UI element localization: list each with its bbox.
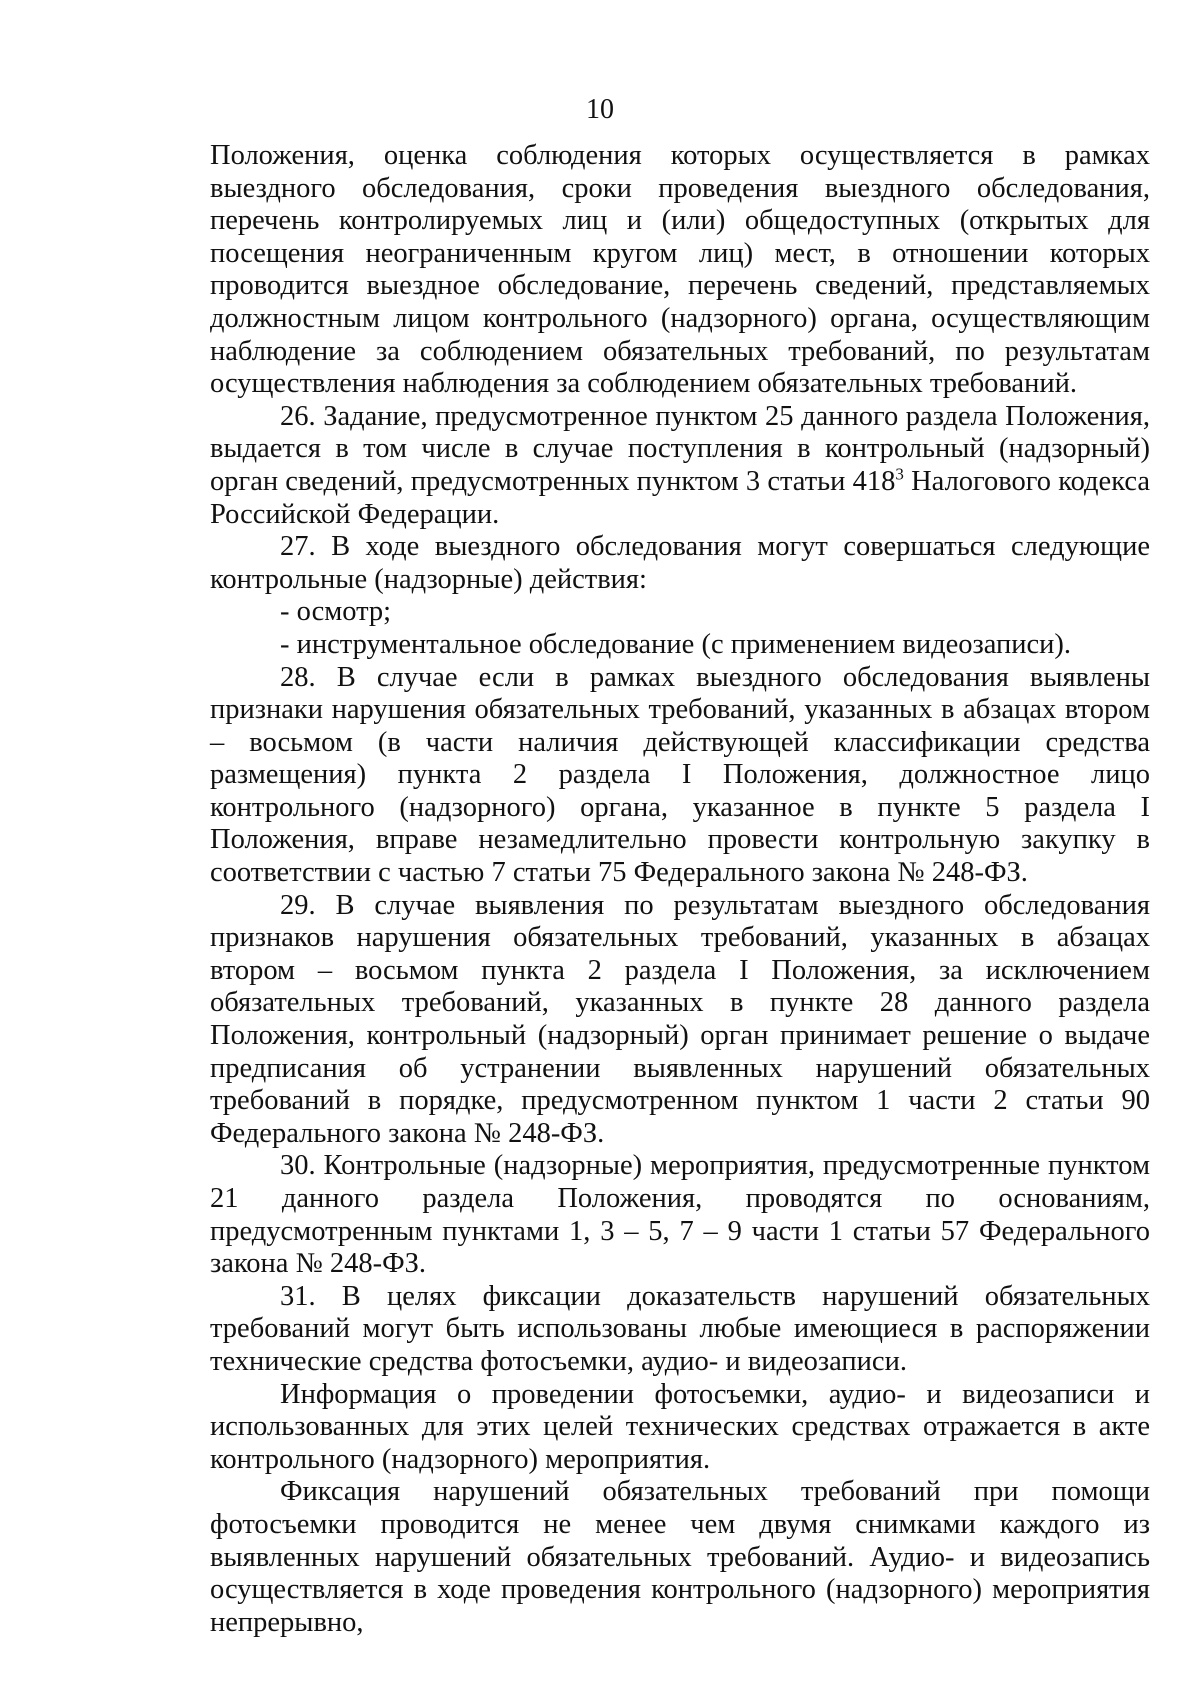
paragraph-31: 31. В целях фиксации доказательств нарушений обязательных требований могут быть использованы любые имеющиеся в распоряжении технические средства фотосъемки, аудио- и видеозаписи. xyxy=(210,1280,1150,1377)
document-body xyxy=(210,140,1150,1639)
paragraph-27: 27. В ходе выездного обследования могут совершаться следующие контрольные (надзорные) действия: xyxy=(210,531,1150,595)
paragraph-26-text-before: 26. Задание, предусмотренное пунктом 25 данного раздела Положения, выдается в том числе в случае поступления в контрольный (надзорный) орган сведений, предусмотренных пунктом 3 статьи 418 xyxy=(210,400,1150,497)
paragraph-26-text-after: Налогового кодекса Российской Федерации. xyxy=(210,465,1150,530)
paragraph-28: 28. В случае если в рамках выездного обследования выявлены признаки нарушения обязательных требований, указанных в абзацах втором – восьмом (в части наличия действующей классификации средства размещения) пункта 2 раздела I Положения, должностное лицо контрольного (надзорного) органа, указанное в пункте 5 раздела I Положения, вправе незамедлительно провести контрольную закупку в соответствии с частью 7 статьи 75 Федерального закона № 248-ФЗ. xyxy=(210,661,1150,889)
list-item-instrumental-survey: - инструментальное обследование (с применением видеозаписи). xyxy=(280,628,1072,660)
paragraph-26 xyxy=(210,401,1150,531)
paragraph-29: 29. В случае выявления по результатам выездного обследования признаков нарушения обязательных требований, указанных в абзацах втором – восьмом пункта 2 раздела I Положения, за исключением обязательных требований, указанных в пункте 28 данного раздела Положения, контрольный (надзорный) орган принимает решение о выдаче предписания об устранении выявленных нарушений обязательных требований в порядке, предусмотренном пунктом 1 части 2 статьи 90 Федерального закона № 248-ФЗ. xyxy=(210,889,1150,1149)
list-item-inspection: - осмотр; xyxy=(280,596,392,628)
page-number: 10 xyxy=(586,94,614,125)
paragraph-continuation: Положения, оценка соблюдения которых осуществляется в рамках выездного обследования, сроки проведения выездного обследования, перечень контролируемых лиц и (или) общедоступных (открытых для посещения неограниченным кругом лиц) мест, в отношении которых проводится выездное обследование, перечень сведений, представляемых должностным лицом контрольного (надзорного) органа, осуществляющим наблюдение за соблюдением обязательных требований, по результатам осуществления наблюдения за соблюдением обязательных требований. xyxy=(210,140,1150,400)
paragraph-31-info: Информация о проведении фотосъемки, аудио- и видеозаписи и использованных для этих целей технических средствах отражается в акте контрольного (надзорного) мероприятия. xyxy=(210,1378,1150,1475)
paragraph-26-superscript: 3 xyxy=(895,464,904,484)
paragraph-30: 30. Контрольные (надзорные) мероприятия, предусмотренные пунктом 21 данного раздела Положения, проводятся по основаниям, предусмотренным пунктами 1, 3 – 5, 7 – 9 части 1 статьи 57 Федерального закона № 248-ФЗ. xyxy=(210,1150,1150,1280)
paragraph-31-fixation: Фиксация нарушений обязательных требований при помощи фотосъемки проводится не менее чем двумя снимками каждого из выявленных нарушений обязательных требований. Аудио- и видеозапись осуществляется в ходе проведения контрольного (надзорного) мероприятия непрерывно, xyxy=(210,1476,1150,1638)
